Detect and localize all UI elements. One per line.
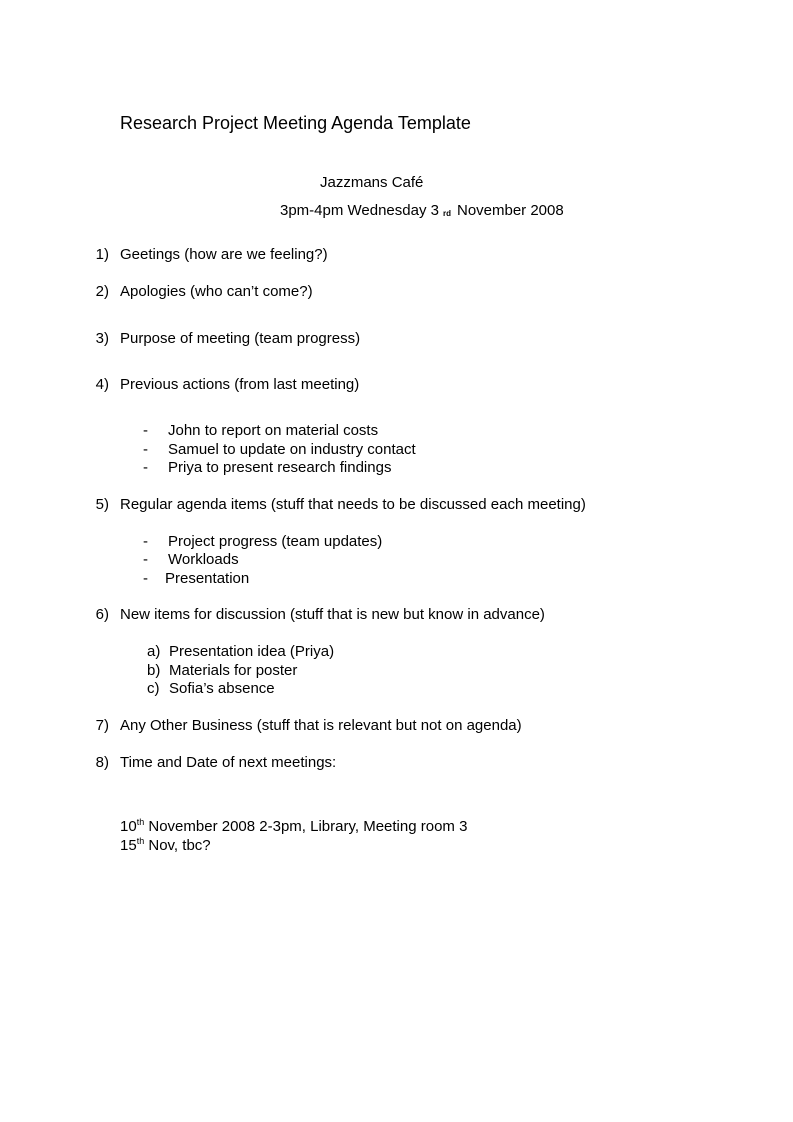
list-letter: a) — [147, 643, 161, 660]
datetime-prefix: 3pm-4pm Wednesday 3 — [280, 202, 439, 219]
item-number: 8) — [95, 754, 109, 771]
list-item: Presentation idea (Priya) — [169, 643, 335, 660]
next-meeting-day: 15 — [120, 837, 137, 854]
ordinal-suffix: th — [136, 836, 145, 846]
next-meeting — [120, 818, 467, 836]
venue: Jazzmans Café — [320, 174, 424, 191]
agenda-item: Apologies (who can’t come?) — [120, 283, 313, 300]
bullet-dash: - — [143, 533, 148, 550]
item-number: 6) — [95, 606, 109, 623]
bullet-dash: - — [143, 459, 148, 476]
item-number: 3) — [95, 330, 109, 347]
item-number: 7) — [95, 717, 109, 734]
ordinal-suffix: th — [136, 817, 145, 827]
list-letter: b) — [147, 662, 161, 679]
page-title: Research Project Meeting Agenda Template — [120, 113, 471, 133]
list-letter: c) — [147, 680, 160, 697]
list-item: Materials for poster — [169, 662, 298, 679]
bullet-dash: - — [143, 422, 148, 439]
bullet-dash: - — [143, 551, 148, 568]
agenda-item: New items for discussion (stuff that is new but know in advance) — [120, 606, 545, 623]
item-number: 1) — [95, 246, 109, 263]
agenda-item: Time and Date of next meetings: — [120, 754, 337, 771]
item-number: 2) — [95, 283, 109, 300]
next-meeting-day: 10 — [120, 818, 137, 835]
item-number: 5) — [95, 496, 109, 513]
list-item: Presentation — [165, 570, 250, 587]
meeting-datetime — [280, 202, 564, 220]
agenda-item: Geetings (how are we feeling?) — [120, 246, 328, 263]
bullet-dash: - — [143, 570, 148, 587]
list-item: Sofia’s absence — [169, 680, 275, 697]
next-meeting-details: Nov, tbc? — [148, 837, 211, 854]
agenda-item: Purpose of meeting (team progress) — [120, 330, 361, 347]
next-meeting — [120, 837, 211, 855]
item-number: 4) — [95, 376, 109, 393]
agenda-item: Previous actions (from last meeting) — [120, 376, 360, 393]
list-item: Workloads — [168, 551, 239, 568]
list-item: Project progress (team updates) — [168, 533, 383, 550]
datetime-suffix: rd — [442, 209, 451, 218]
bullet-dash: - — [143, 441, 148, 458]
list-item: Samuel to update on industry contact — [168, 441, 416, 458]
datetime-rest: November 2008 — [456, 202, 564, 219]
list-item: John to report on material costs — [168, 422, 379, 439]
agenda-item: Regular agenda items (stuff that needs to be discussed each meeting) — [120, 496, 586, 513]
list-item: Priya to present research findings — [168, 459, 392, 476]
agenda-item: Any Other Business (stuff that is relevant but not on agenda) — [120, 717, 522, 734]
next-meeting-details: November 2008 2-3pm, Library, Meeting room 3 — [148, 818, 468, 835]
